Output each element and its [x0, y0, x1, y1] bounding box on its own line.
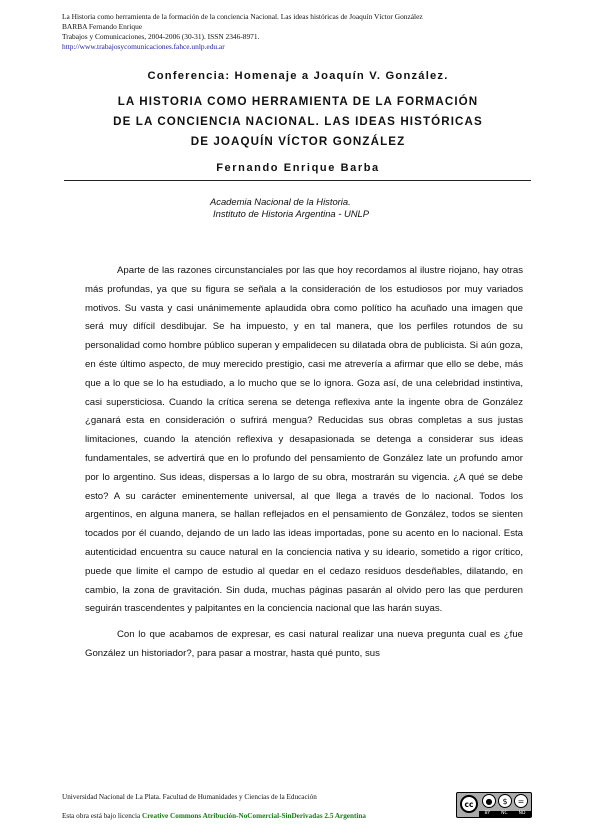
- badge-nd-label: ND: [518, 811, 526, 816]
- body-paragraph: Aparte de las razones circunstanciales por las que hoy recordamos al ilustre riojano, hay otras más profundas, ya que su figura se señala a la consideración de los estudiosos por muy variados motivos. Su vasta y casi unánimemente aplaudida obra como político ha acuñado una imagen que será muy difícil desdibujar. Se ha impuesto, y en tal manera, que los perfiles rotundos de su personalidad como hombre público superan y empalidecen su dilatada obra de publicista. Si aún goza, en éste último aspecto, de muy merecido prestigio, casi me atrevería a afirmar que ello se debe, más que a lo que se lo ha estudiado, a lo mucho que se lo ignora. Goza así, de una celebridad instintiva, casi supersticiosa. Cuando la crítica serena se detenga reflexiva ante la ingente obra de González ¿ganará esta en consideración o sufrirá mengua? Reducidas sus obras completas a sus justas limitaciones, cuando la atención reflexiva y desapasionada se detenga a considerar sus ideas fundamentales, se advertirá que en lo profundo del pensamiento de González late un profundo amor por lo argentino. Sus ideas, dispersas a lo largo de su obra, mostrarán su vigencia. ¿A qué se debe esto? A su carácter eminentemente universal, al que llega a través de lo nacional. Todos los argentinos, en alguna manera, se hallan reflejados en el pensamiento de González, todos se sienten tocados por él cuando, dejando de un lado las ideas importadas, pone su acento en lo nacional. Esta autenticidad encuentra su cauce natural en la conciencia nativa y su ideario, sometido a rigor crítico, puede que limite el campo de estudio al quedar en el cedazo residuos desdeñables, dilatando, en cambio, la zona de gravitación. Sin duda, muchas páginas pasarán al olvido pero las que perduren seguirán trascendentes y palpitantes en la conciencia nacional que las harán suyas.: [85, 265, 523, 615]
- footer-license: [62, 812, 366, 820]
- title-divider: [64, 180, 531, 181]
- article-title-line: DE LA CONCIENCIA NACIONAL. LAS IDEAS HISTÓRICAS: [113, 115, 483, 128]
- footer-institution: Universidad Nacional de La Plata. Facultad de Humanidades y Ciencias de la Educación: [62, 793, 317, 801]
- attribution-icon: ●: [482, 794, 496, 808]
- badge-nc-label: NC: [501, 811, 508, 816]
- title-block: [64, 70, 532, 174]
- conference-title: Conferencia: Homenaje a Joaquín V. González.: [147, 70, 449, 82]
- affiliation-line: Instituto de Historia Argentina - UNLP: [213, 208, 369, 219]
- header-author: BARBA Fernando Enrique: [62, 22, 143, 31]
- article-title-line: LA HISTORIA COMO HERRAMIENTA DE LA FORMACIÓN: [117, 95, 479, 108]
- noncommercial-icon: $: [498, 794, 512, 808]
- article-body: [85, 262, 523, 671]
- affiliation: [210, 196, 530, 220]
- author-name: Fernando Enrique Barba: [216, 162, 380, 174]
- license-prefix: Esta obra está bajo licencia: [62, 812, 143, 820]
- cc-icon: cc: [460, 795, 478, 813]
- header-url-link[interactable]: http://www.trabajosycomunicaciones.fahce.unlp.edu.ar: [62, 42, 225, 51]
- article-title-line: DE JOAQUÍN VÍCTOR GONZÁLEZ: [190, 135, 406, 148]
- badge-by-label: BY: [484, 811, 491, 816]
- noderivatives-icon: =: [514, 794, 528, 808]
- body-paragraph: Con lo que acabamos de expresar, es casi natural realizar una nueva pregunta cual es ¿fue González un historiador?, para pasar a mostrar, hasta qué punto, sus: [85, 629, 523, 659]
- cc-license-badge[interactable]: [456, 792, 532, 818]
- page-header: [62, 12, 542, 52]
- article-title: [64, 92, 532, 152]
- header-journal: Trabajos y Comunicaciones, 2004-2006 (30-31). ISSN 2346-8971.: [62, 32, 260, 41]
- affiliation-line: Academia Nacional de la Historia.: [210, 196, 351, 207]
- cc-badge-labels: [479, 811, 531, 817]
- license-link[interactable]: Creative Commons Atribución-NoComercial-SinDerivadas 2.5 Argentina: [142, 812, 366, 820]
- header-citation-title: La Historia como herramienta de la formación de la conciencia Nacional. Las ideas históricas de Joaquín Víctor González: [62, 12, 423, 21]
- cc-icons: [482, 794, 528, 808]
